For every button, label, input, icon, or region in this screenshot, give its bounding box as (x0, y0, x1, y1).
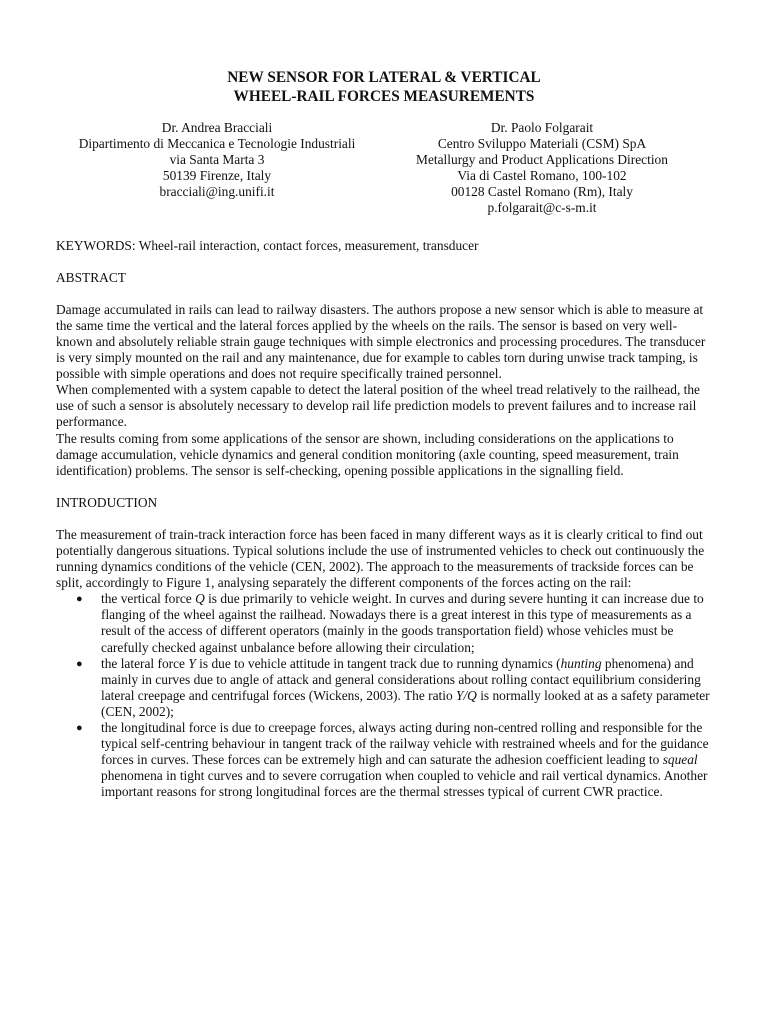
author-2-city: 00128 Castel Romano (Rm), Italy (451, 184, 633, 200)
list-item-vertical-force: ● the vertical force Q is due primarily to vehicle weight. In curves and during severe hunting it can increase due to flanging of the wheel against the railhead. Nowadays there is a great interest in this type of measurements as a result of the access of different operators (mainly in the goods transportation field) whose vehicles must be carefully checked against unbalance before allowing their circulation; (76, 591, 704, 655)
introduction-paragraph-1: The measurement of train-track interaction force has been faced in many different ways as it is clearly critical to find out potentially dangerous situations. Typical solutions include the use of instrumented vehicles to check out continuously the running dynamics conditions of the vehicle (CEN, 2002). The approach to the measurements of trackside forces can be split, accordingly to Figure 1, analysing separately the different components of the forces acting on the rail: (56, 526, 705, 591)
author-2-department: Metallurgy and Product Applications Direction (416, 152, 668, 168)
introduction-heading: INTRODUCTION (56, 494, 158, 510)
paper-title (56, 68, 712, 106)
term-hunting: hunting (560, 655, 602, 671)
list-item-lateral-force: ● the lateral force Y is due to vehicle attitude in tangent track due to running dynamics (hunting phenomena) and mainly in curves due to angle of attack and general considerations about rolling contact equilibrium considering lateral creepage and centrifugal forces (Wickens, 2003). The ratio Y/Q is normally looked at as a safety parameter (CEN, 2002); (76, 655, 710, 719)
bullet-icon: ● (76, 722, 83, 734)
author-2-street: Via di Castel Romano, 100-102 (457, 168, 627, 184)
bullet-icon: ● (76, 657, 83, 670)
list-item-longitudinal-force: ● the longitudinal force is due to creepage forces, always acting during non-centred rolling and responsible for the typical self-centring behaviour in tangent track of the railway vehicle with restrained wheels and for the guidance forces in curves. These forces can be extremely high and can saturate the adhesion coefficient leading to squeal phenomena in tight curves and to severe corrugation when coupled to vehicle and rail vertical dynamics. Another important reasons for strong longitudinal forces are the thermal stresses typical of current CWR practice. (76, 720, 709, 800)
abstract-paragraph-3: The results coming from some applications of the sensor are shown, including considerations on the applications to damage accumulation, vehicle dynamics and general condition monitoring (axle counting, speed measurement, train identification) problems. The sensor is self-checking, opening possible applications in the signalling field. (56, 430, 679, 478)
author-1 (56, 120, 378, 217)
author-block (56, 120, 712, 217)
title-line-1: NEW SENSOR FOR LATERAL & VERTICAL (227, 69, 541, 86)
term-squeal: squeal (662, 752, 698, 768)
title-line-2: WHEEL-RAIL FORCES MEASUREMENTS (233, 88, 535, 105)
author-1-street: via Santa Marta 3 (169, 152, 265, 168)
author-1-city: 50139 Firenze, Italy (162, 168, 272, 184)
abstract-paragraph-1: Damage accumulated in rails can lead to railway disasters. The authors propose a new sensor which is able to measure at the same time the vertical and the lateral forces applied by the wheels on the rails. The sensor is based on very well-known and absolutely reliable strain gauge techniques with simple electronics and processing procedures. The transducer is very simply mounted on the rail and any maintenance, due for example to cables torn during unwise track tamping, is possible with simple operations and does not require specifically trained personnel. (56, 301, 706, 382)
abstract-heading: ABSTRACT (56, 269, 126, 285)
ratio-y-q: Y/Q (456, 687, 477, 703)
keywords: KEYWORDS: Wheel-rail interaction, contact forces, measurement, transducer (56, 237, 479, 253)
author-1-name: Dr. Andrea Bracciali (161, 120, 273, 135)
abstract-paragraph-2: When complemented with a system capable to detect the lateral position of the wheel tread relatively to the railhead, the use of such a sensor is absolutely necessary to develop rail life prediction models to prevent failures and to increase rail performance. (56, 382, 700, 430)
author-1-email: bracciali@ing.unifi.it (159, 184, 275, 200)
bullet-icon: ● (76, 593, 83, 606)
author-1-affiliation: Dipartimento di Meccanica e Tecnologie Industriali (78, 136, 356, 152)
author-2-affiliation: Centro Sviluppo Materiali (CSM) SpA (437, 136, 647, 152)
author-2 (378, 120, 706, 217)
symbol-y: Y (188, 655, 196, 671)
force-components-list (56, 591, 712, 800)
author-2-name: Dr. Paolo Folgarait (490, 120, 594, 135)
author-2-email: p.folgarait@c-s-m.it (487, 200, 597, 216)
symbol-q: Q (195, 591, 205, 607)
